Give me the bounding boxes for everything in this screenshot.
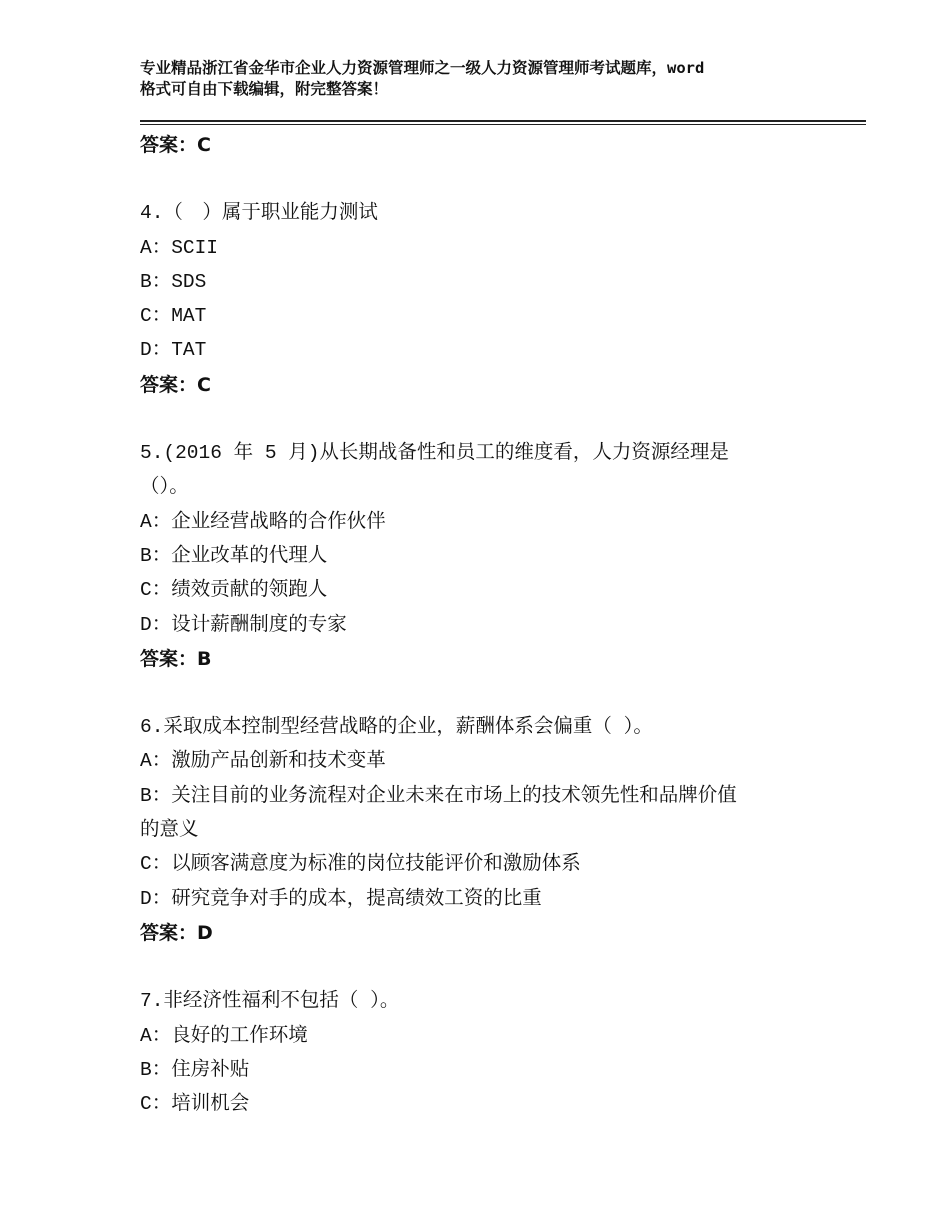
question-list <box>140 128 820 1121</box>
option-c: C：绩效贡献的领跑人 <box>140 579 328 602</box>
option-d: D：研究竞争对手的成本，提高绩效工资的比重 <box>140 887 542 910</box>
header-rule-thin <box>140 124 866 125</box>
question-5 <box>140 436 820 676</box>
option-c: C：以顾客满意度为标准的岗位技能评价和激励体系 <box>140 853 581 876</box>
question-stem: 7.非经济性福利不包括（ ）。 <box>140 990 400 1013</box>
answer-line: 答案：B <box>140 647 212 670</box>
header-rule-thick <box>140 120 866 122</box>
answer-line: 答案：D <box>140 921 213 944</box>
question-stem-continued: （）。 <box>140 476 189 499</box>
option-b-continued: 的意义 <box>140 819 199 842</box>
question-stem: 5.(2016 年 5 月)从长期战备性和员工的维度看，人力资源经理是 <box>140 442 729 465</box>
option-a: A：企业经营战略的合作伙伴 <box>140 510 386 533</box>
option-d: D：设计薪酬制度的专家 <box>140 613 347 636</box>
option-d: D：TAT <box>140 339 207 362</box>
answer-line: 答案：C <box>140 373 211 396</box>
document-header <box>140 58 840 100</box>
question-7 <box>140 984 820 1121</box>
question-stem: 4.（ ）属于职业能力测试 <box>140 202 378 225</box>
option-c: C：MAT <box>140 305 207 328</box>
option-a: A：激励产品创新和技术变革 <box>140 750 386 773</box>
answer-line: 答案：C <box>140 134 211 156</box>
option-b: B：SDS <box>140 270 207 293</box>
option-c: C：培训机会 <box>140 1093 250 1116</box>
option-b: B：企业改革的代理人 <box>140 544 328 567</box>
header-line-1: 专业精品浙江省金华市企业人力资源管理师之一级人力资源管理师考试题库，word <box>140 59 705 77</box>
option-a: A：良好的工作环境 <box>140 1024 308 1047</box>
option-b: B：关注目前的业务流程对企业未来在市场上的技术领先性和品牌价值 <box>140 784 737 807</box>
question-stem: 6.采取成本控制型经营战略的企业，薪酬体系会偏重（ ）。 <box>140 716 653 739</box>
header-line-2: 格式可自由下载编辑，附完整答案！ <box>140 80 389 98</box>
question-4 <box>140 196 820 402</box>
option-a: A：SCII <box>140 236 219 259</box>
option-b: B：住房补贴 <box>140 1058 250 1081</box>
question-6 <box>140 710 820 950</box>
